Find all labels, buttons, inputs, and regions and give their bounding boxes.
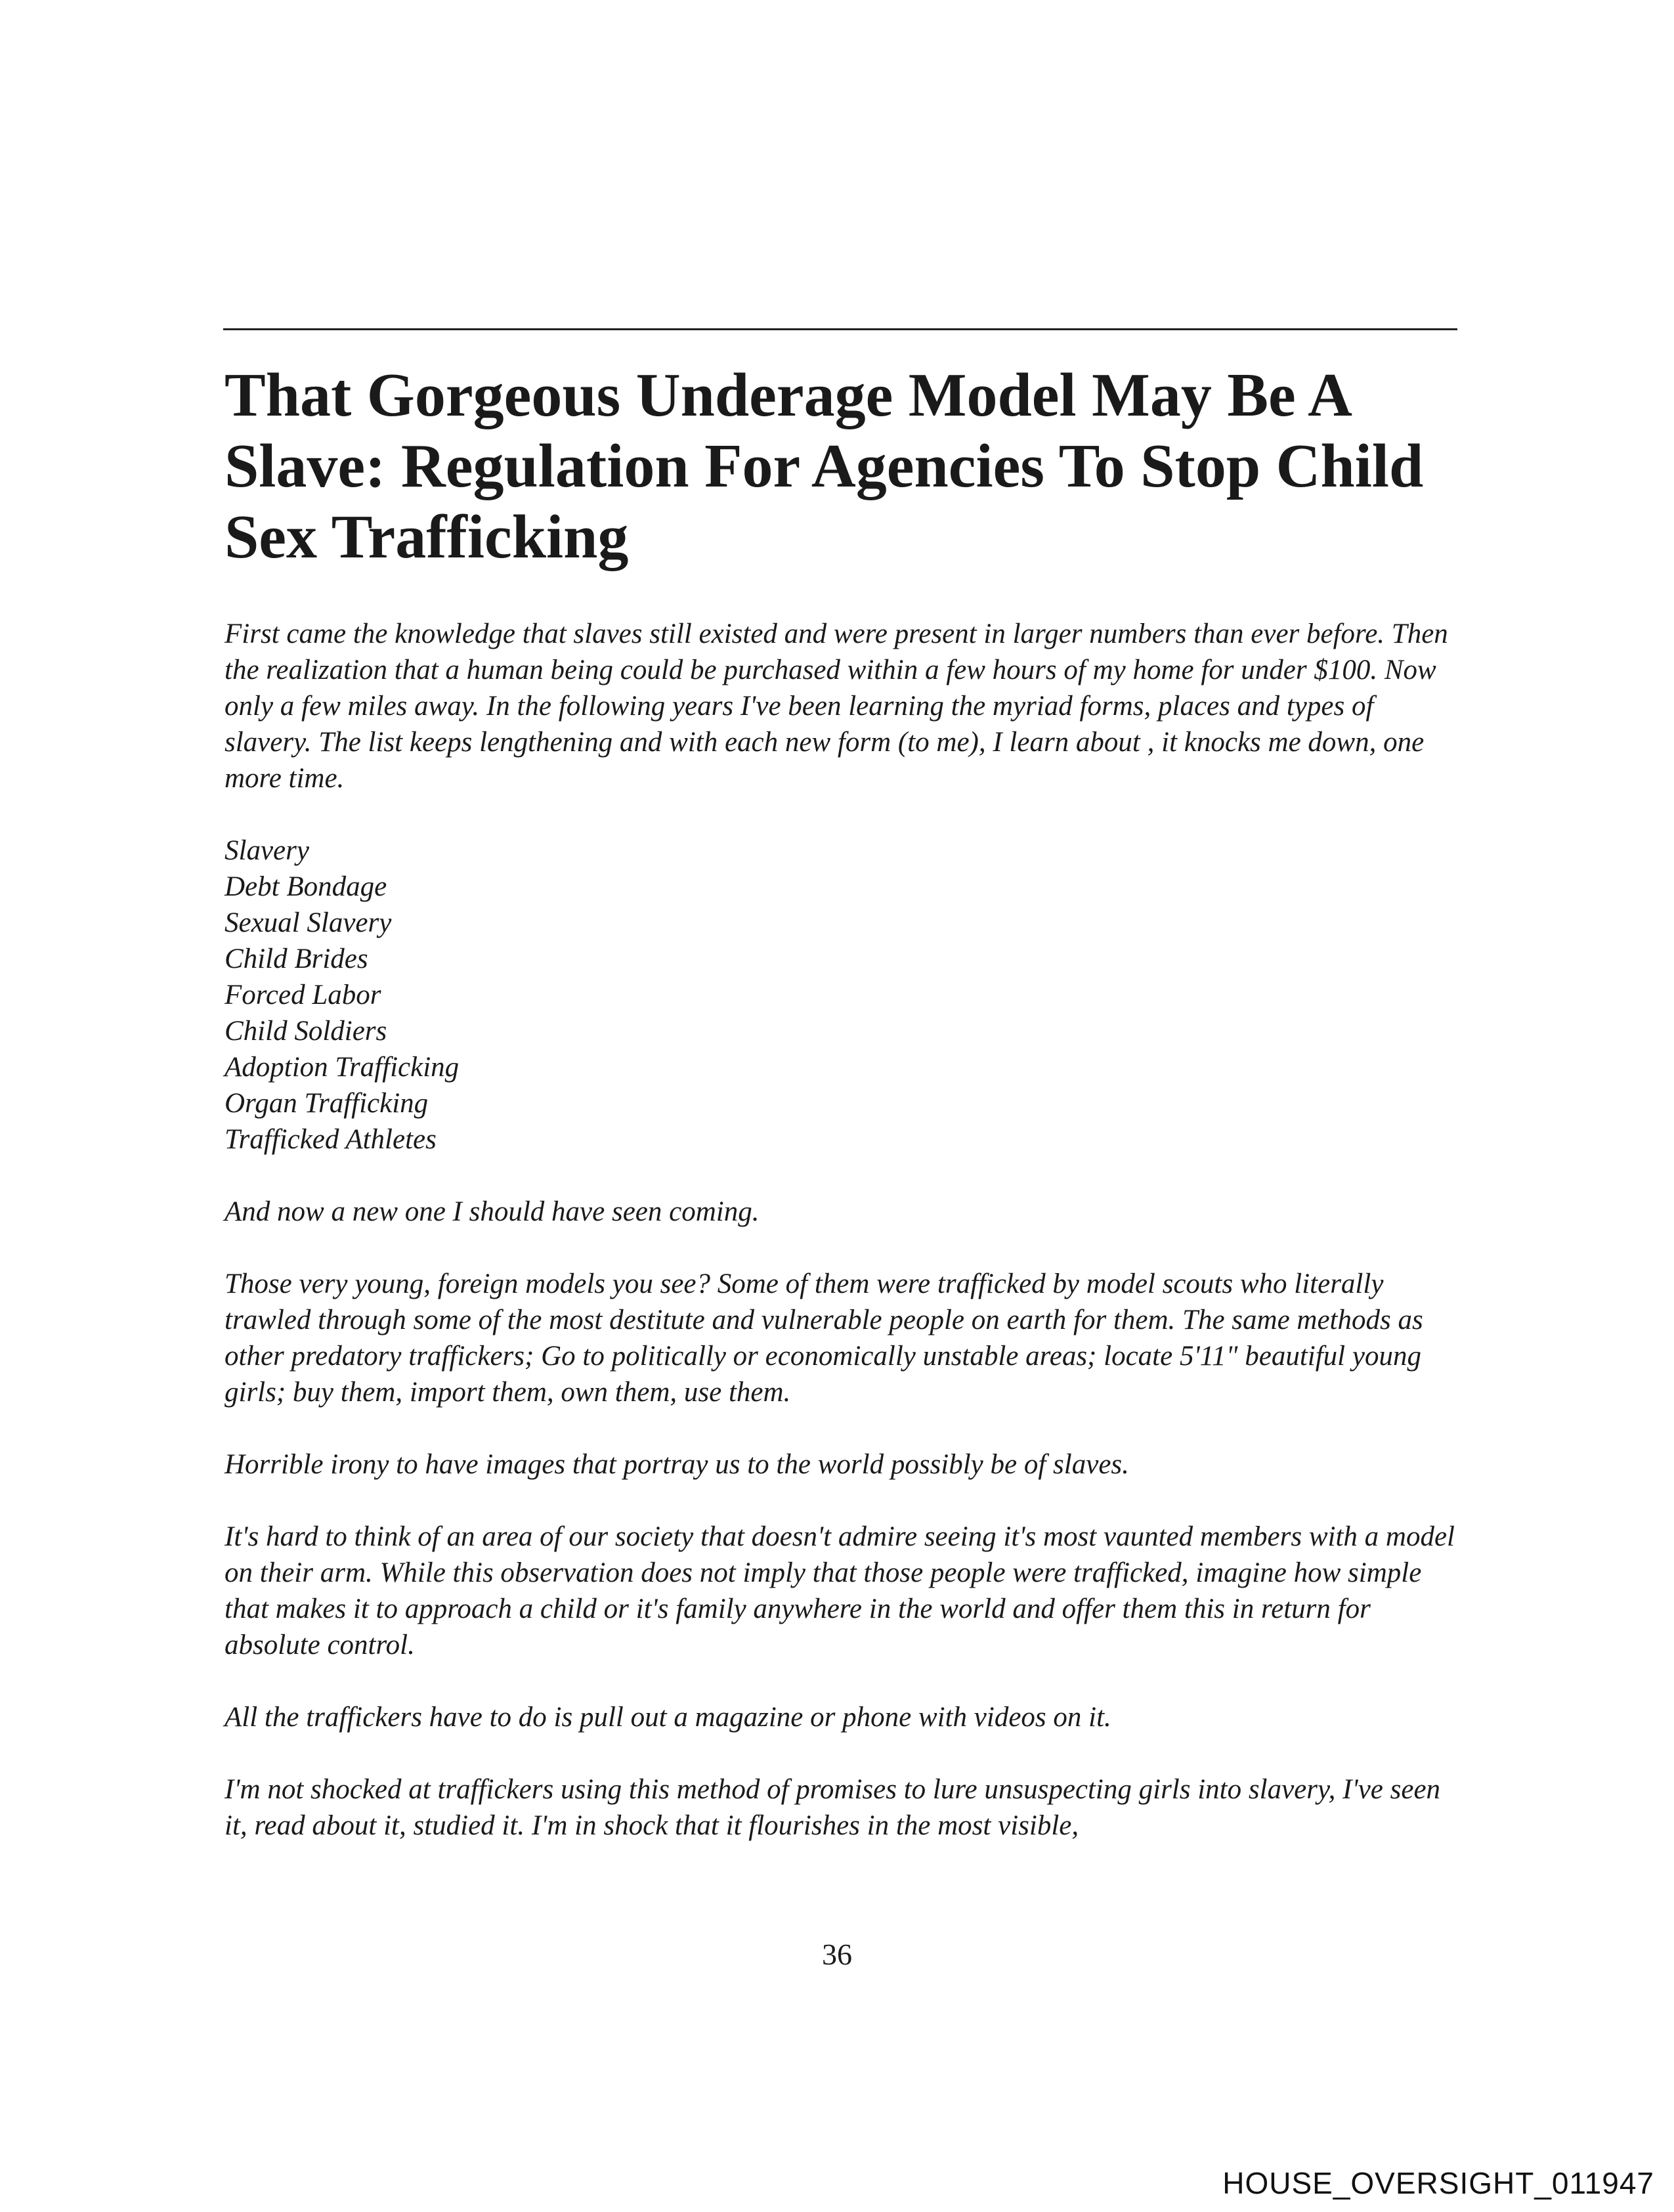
list-item: Organ Trafficking <box>225 1088 429 1119</box>
page-number: 36 <box>822 1938 852 1971</box>
body-paragraph: And now a new one I should have seen coming. <box>225 1196 760 1227</box>
list-item: Child Soldiers <box>225 1016 387 1047</box>
bates-number: HOUSE_OVERSIGHT_011947 <box>1222 2166 1654 2200</box>
list-item: Adoption Trafficking <box>225 1052 460 1083</box>
list-item: Slavery <box>225 835 309 866</box>
header-rule <box>223 328 1457 330</box>
body-paragraph: Horrible irony to have images that portray us to the world possibly be of slaves. <box>225 1449 1129 1480</box>
list-item: Forced Labor <box>225 980 381 1010</box>
body-paragraph: Those very young, foreign models you see? Some of them were trafficked by model scouts who literally trawled through some of the most destitute and vulnerable people on earth for them. The same methods as other predatory traffickers; Go to politically or economically unstable areas; locate 5'11" beautiful young girls; buy them, import them, own them, use them. <box>225 1269 1423 1408</box>
list-item: Sexual Slavery <box>225 907 392 938</box>
list-item: Debt Bondage <box>225 871 387 902</box>
intro-paragraph: First came the knowledge that slaves still existed and were present in larger numbers than ever before. Then the realization that a human being could be purchased within a few hours of my home for under $100. Now only a few miles away. In the following years I've been learning the myriad forms, places and types of slavery. The list keeps lengthening and with each new form (to me), I learn about , it knocks me down, one more time. <box>225 618 1448 794</box>
body-paragraph: All the traffickers have to do is pull out a magazine or phone with videos on it. <box>225 1702 1111 1733</box>
list-item: Trafficked Athletes <box>225 1124 437 1155</box>
article-body <box>225 616 1459 1880</box>
article-title: That Gorgeous Underage Model May Be A Slave: Regulation For Agencies To Stop Child Sex Trafficking <box>225 361 1424 571</box>
slavery-forms-list <box>225 833 1459 1158</box>
body-paragraph: It's hard to think of an area of our society that doesn't admire seeing it's most vaunted members with a model on their arm. While this observation does not imply that those people were trafficked, imagine how simple that makes it to approach a child or it's family anywhere in the world and offer them this in return for absolute control. <box>225 1521 1455 1660</box>
list-item: Child Brides <box>225 943 368 974</box>
body-paragraph: I'm not shocked at traffickers using this method of promises to lure unsuspecting girls into slavery, I've seen it, read about it, studied it. I'm in shock that it flourishes in the most visible, <box>225 1774 1441 1841</box>
